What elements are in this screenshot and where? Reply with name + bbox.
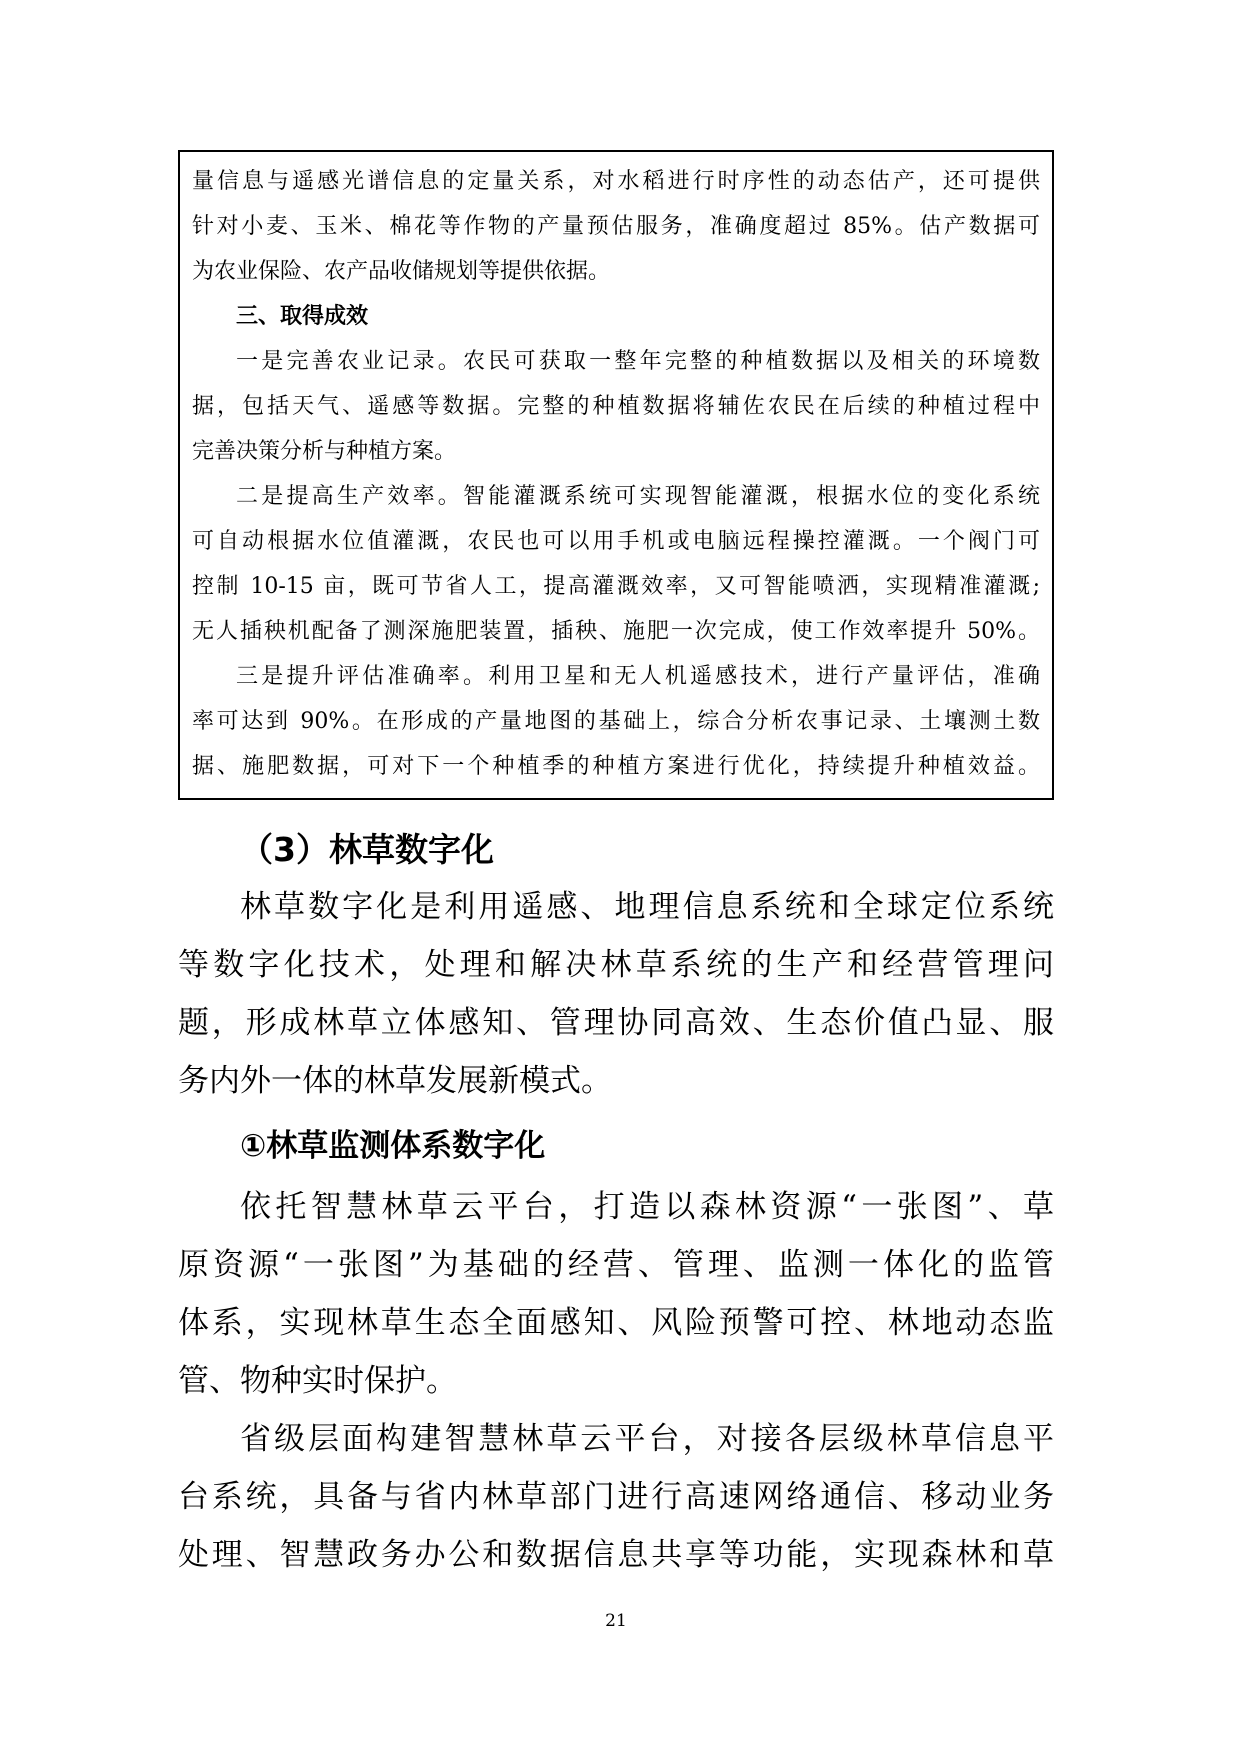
box-heading: 三、取得成效 [236,304,369,329]
paragraph-line: 务内外一体的林草发展新模式。 [178,1063,612,1099]
box-line: 率可达到 90%。在形成的产量地图的基础上，综合分析农事记录、土壤测土数 [192,709,1040,734]
section-heading: （3）林草数字化 [240,830,494,869]
box-line: 控制 10-15 亩，既可节省人工，提高灌溉效率，又可智能喷洒，实现精准灌溉; [192,574,1040,599]
paragraph-line: 台系统，具备与省内林草部门进行高速网络通信、移动业务 [178,1479,1054,1515]
box-line: 完善决策分析与种植方案。 [192,439,457,464]
paragraph-line: 管、物种实时保护。 [178,1363,457,1399]
box-line: 三是提升评估准确率。利用卫星和无人机遥感技术，进行产量评估，准确 [236,664,1040,689]
paragraph-line: 处理、智慧政务办公和数据信息共享等功能，实现森林和草 [178,1537,1054,1573]
paragraph [178,1410,1054,1584]
box-line: 针对小麦、玉米、棉花等作物的产量预估服务，准确度超过 85%。估产数据可 [192,214,1040,239]
box-line: 一是完善农业记录。农民可获取一整年完整的种植数据以及相关的环境数 [236,349,1040,374]
box-line: 二是提高生产效率。智能灌溉系统可实现智能灌溉，根据水位的变化系统 [236,484,1040,509]
box-line: 据，包括天气、遥感等数据。完整的种植数据将辅佐农民在后续的种植过程中 [192,394,1040,419]
paragraph-line: 省级层面构建智慧林草云平台，对接各层级林草信息平 [240,1421,1054,1457]
box-line: 量信息与遥感光谱信息的定量关系，对水稻进行时序性的动态估产，还可提供 [192,169,1040,194]
box-line: 据、施肥数据，可对下一个种植季的种植方案进行优化，持续提升种植效益。 [192,754,1040,779]
paragraph-line: 依托智慧林草云平台，打造以森林资源“一张图”、草 [240,1189,1054,1225]
paragraph-line: 等数字化技术，处理和解决林草系统的生产和经营管理问 [178,947,1054,983]
box-line: 为农业保险、农产品收储规划等提供依据。 [192,259,611,284]
case-study-box [178,150,1054,800]
paragraph-line: 题，形成林草立体感知、管理协同高效、生态价值凸显、服 [178,1005,1054,1041]
paragraph-line: 林草数字化是利用遥感、地理信息系统和全球定位系统 [240,889,1054,925]
box-line: 可自动根据水位值灌溉，农民也可以用手机或电脑远程操控灌溉。一个阀门可 [192,529,1040,554]
box-line: 无人插秧机配备了测深施肥装置，插秧、施肥一次完成，使工作效率提升 50%。 [192,619,1040,644]
subsection-heading: ①林草监测体系数字化 [240,1128,546,1164]
paragraph-line: 体系，实现林草生态全面感知、风险预警可控、林地动态监 [178,1305,1054,1341]
paragraph-line: 原资源“一张图”为基础的经营、管理、监测一体化的监管 [178,1247,1054,1283]
paragraph [178,878,1054,1110]
page-number: 21 [605,1611,627,1631]
text-column [178,150,1054,1632]
paragraph [178,1178,1054,1410]
